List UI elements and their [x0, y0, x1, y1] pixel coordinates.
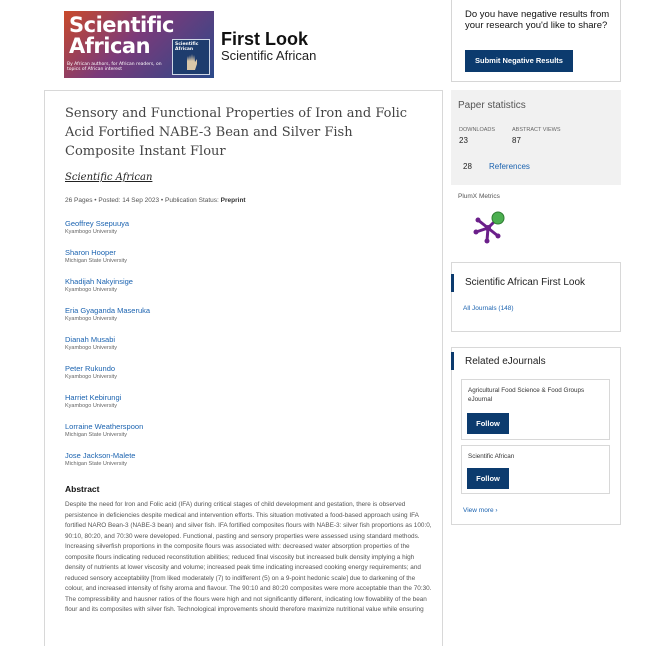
author-entry [65, 422, 143, 439]
author-name[interactable]: Harriet Kebirungi [65, 393, 122, 402]
author-affiliation: Kyambogo University [65, 229, 117, 235]
hand-icon [184, 52, 200, 72]
abstract-views-label: ABSTRACT VIEWS [512, 127, 561, 133]
follow-button[interactable]: Follow [467, 468, 509, 489]
logo-line2: African [69, 34, 151, 58]
author-name[interactable]: Peter Rukundo [65, 364, 116, 373]
references-count: 28 [463, 162, 472, 171]
plumx-metrics-label: PlumX Metrics [458, 193, 500, 200]
author-entry [65, 277, 133, 294]
author-affiliation: Michigan State University [65, 258, 128, 264]
ejournal-card [461, 445, 610, 494]
logo-mini-title: Scientific African [175, 42, 199, 52]
first-look-heading: Scientific African First Look [465, 277, 586, 288]
logo-cover-thumbnail [172, 39, 210, 75]
author-name[interactable]: Lorraine Weatherspoon [65, 422, 144, 431]
related-accent-bar [451, 352, 454, 370]
follow-button[interactable]: Follow [467, 413, 509, 434]
author-entry [65, 248, 127, 265]
abstract-heading: Abstract [65, 484, 100, 494]
journal-link[interactable]: Scientific African [65, 172, 153, 183]
related-ejournals-heading: Related eJournals [465, 356, 546, 367]
status-label: Publication Status: [165, 197, 219, 204]
author-name[interactable]: Geoffrey Ssepuuya [65, 219, 130, 228]
journal-logo[interactable] [64, 11, 214, 78]
ejournal-title: Agricultural Food Science & Food Groups eJournal [468, 387, 585, 403]
submit-negative-results-button[interactable]: Submit Negative Results [465, 50, 573, 72]
author-affiliation: Kyambogo University [65, 374, 117, 380]
paper-meta: 26 Pages • Posted: 14 Sep 2023 • Publication Status: Preprint [65, 197, 246, 204]
downloads-label: DOWNLOADS [459, 127, 496, 133]
author-entry [65, 451, 135, 468]
author-affiliation: Kyambogo University [65, 316, 117, 322]
author-entry [65, 219, 129, 236]
downloads-value: 23 [459, 136, 468, 145]
paper-statistics-heading: Paper statistics [458, 100, 526, 111]
author-affiliation: Kyambogo University [65, 345, 117, 351]
logo-line1: Scientific [69, 13, 174, 37]
page-title: First Look [221, 29, 309, 49]
view-more-link[interactable]: View more › [463, 507, 498, 514]
author-entry [65, 364, 117, 381]
author-name[interactable]: Dianah Musabi [65, 335, 116, 344]
ejournal-card [461, 379, 610, 440]
author-affiliation: Michigan State University [65, 461, 128, 467]
author-affiliation: Kyambogo University [65, 403, 117, 409]
author-affiliation: Michigan State University [65, 432, 128, 438]
all-journals-link[interactable]: All Journals (148) [463, 305, 514, 312]
plumx-icon[interactable] [470, 208, 510, 248]
first-look-panel [451, 262, 621, 332]
author-affiliation: Kyambogo University [65, 287, 117, 293]
references-link[interactable]: References [489, 162, 530, 171]
author-name[interactable]: Khadijah Nakyinsige [65, 277, 133, 286]
author-name[interactable]: Sharon Hooper [65, 248, 116, 257]
ejournal-title: Scientific African [468, 453, 515, 460]
author-entry [65, 306, 150, 323]
abstract-views-value: 87 [512, 136, 521, 145]
author-entry [65, 393, 121, 410]
author-name[interactable]: Jose Jackson-Malete [65, 451, 136, 460]
author-name[interactable]: Eria Gyaganda Maseruka [65, 306, 151, 315]
page-subtitle: Scientific African [221, 48, 317, 63]
status-value: Preprint [220, 197, 246, 204]
author-entry [65, 335, 117, 352]
paper-title: Sensory and Functional Properties of Iron and Folic Acid Fortified NABE-3 Bean and Silver Fish Composite Instant Flour [65, 106, 408, 159]
pages-count: 26 Pages [65, 197, 93, 204]
posted-date: Posted: 14 Sep 2023 [98, 197, 160, 204]
first-look-accent-bar [451, 274, 454, 292]
logo-tagline: By African authors, for African readers, on topics of African interest [67, 62, 162, 72]
abstract-text: Despite the need for Iron and Folic acid (IFA) during critical stages of child development and gestation, there is observed persistence in deficiencies despite medical and intervention efforts. This situation motivated a food-based approach using IFA fortified NARO Bean-3 (NABE-3 bean) and silver fish. IFA fortified composites flours with NABE-3: silver fish proportions as 100:0, 90:10, 80:20, and 70:30 were developed. Functional, pasting and sensory properties were assessed using standard methods. Increasing silverfish proportions in the composite flours was associated with: decreased water absorption properties of the composite flours indicating reduced reconstitution abilities; reduced final viscosity but increased bulk density implying a high density of nutrients at lower viscosity and volume; increased peak time indicating increased cooking energy requirements; and reduced sensory acceptability [from liked moderately (7) to indifferent (5) on a 9-point hedonic scale] due to darkening of the colour, and increased intensity of fishy aroma and flavour. The 90:10 and 80:20 composites were more acceptable than the 70:30. The compressibility and hausner ratios of the flours were high and not significantly different, indicating low flowability of the bean flour and its composites with silver fish. Technological improvements should therefore maximize nutritional value while ensuring [65, 501, 432, 613]
negative-results-question: Do you have negative results from your research you'd like to share? [465, 9, 610, 31]
